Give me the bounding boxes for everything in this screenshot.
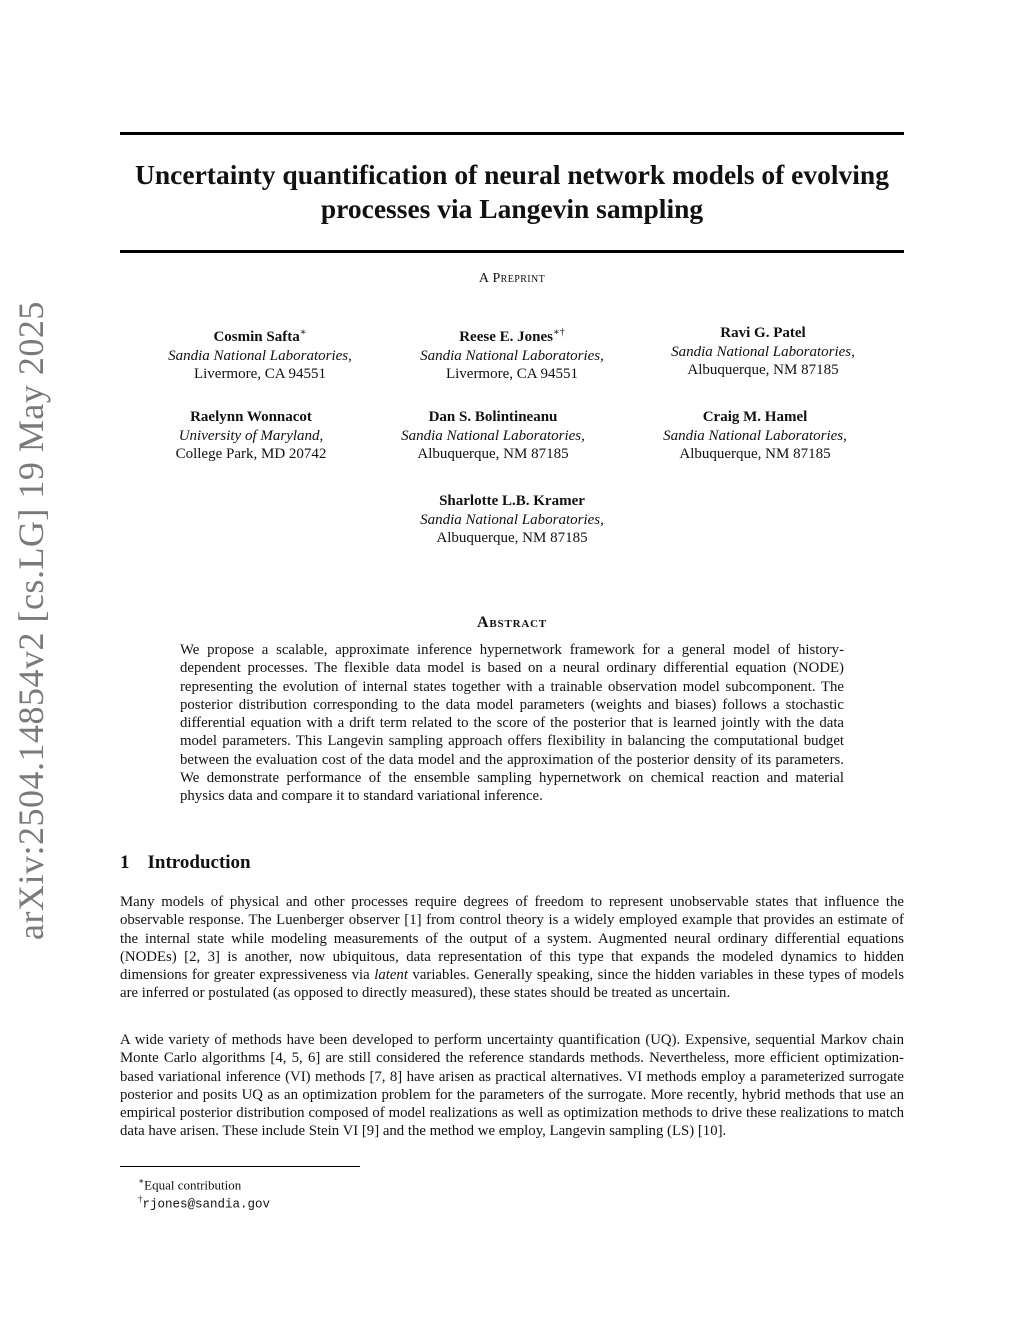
author-location: Livermore, CA 94551 <box>445 366 579 382</box>
author-name: Dan S. Bolintineanu <box>428 409 558 425</box>
author-name: Sharlotte L.B. Kramer <box>439 493 585 509</box>
author-location: Albuquerque, NM 87185 <box>687 362 839 378</box>
footnote-email: †rjones@sandia.gov <box>138 1194 271 1212</box>
author-block <box>387 492 637 548</box>
intro-paragraph-1: Many models of physical and other processes require degrees of freedom to represent unobservable states that influence the observable response. The Luenberger observer [1] from control theory is a widely employed example that provides an estimate of the internal state while modeling measurements of the output of a system. Augmented neural ordinary differential equations (NODEs) [2, 3] is another, now ubiquitous, data representation of this type that expands the modeled dynamics to hidden dimensions for greater expressiveness via latent variables. Generally speaking, since the hidden variables in these types of models are inferred or postulated (as opposed to directly measured), these states should be treated as uncertain. <box>120 894 904 1002</box>
author-name: Ravi G. Patel <box>720 325 806 341</box>
author-block <box>126 408 376 464</box>
title-bottom-rule <box>120 250 904 253</box>
author-location: Livermore, CA 94551 <box>193 366 327 382</box>
author-block <box>135 324 385 384</box>
author-name: Craig M. Hamel <box>702 409 808 425</box>
footnote-equal-contribution: ∗Equal contribution <box>138 1176 242 1193</box>
section-title: Introduction <box>147 852 251 873</box>
italic-term: latent <box>374 967 408 984</box>
author-name: Cosmin Safta∗ <box>213 327 307 345</box>
author-affiliation: University of Maryland, <box>178 427 324 444</box>
author-block <box>387 324 637 384</box>
section-heading <box>120 852 251 874</box>
author-location: Albuquerque, NM 87185 <box>436 530 588 546</box>
author-block <box>368 408 618 464</box>
title-top-rule <box>120 132 904 135</box>
author-block <box>638 324 888 380</box>
abstract-heading: Abstract <box>477 614 547 631</box>
author-affiliation: Sandia National Laboratories, <box>420 511 604 528</box>
email-link[interactable]: rjones@sandia.gov <box>142 1197 271 1212</box>
author-affiliation: Sandia National Laboratories, <box>663 427 847 444</box>
author-block <box>630 408 880 464</box>
arxiv-identifier-stamp: arXiv:2504.14854v2 [cs.LG] 19 May 2025 <box>11 301 51 940</box>
abstract-text: We propose a scalable, approximate inference hypernetwork framework for a general model of history-dependent processes. The flexible data model is based on a neural ordinary differential equation (NODE) representing the evolution of internal states together with a trainable observation model subcomponent. The posterior distribution corresponding to the data model parameters (weights and biases) follows a stochastic differential equation with a drift term related to the score of the posterior that is learned jointly with the data model parameters. This Langevin sampling approach offers flexibility in balancing the computational budget between the evaluation cost of the data model and the approximation of the posterior density of its parameters. We demonstrate performance of the ensemble sampling hypernetwork on chemical reaction and material physics data and compare it to standard variational inference. <box>180 642 844 805</box>
author-location: Albuquerque, NM 87185 <box>679 446 831 462</box>
author-location: Albuquerque, NM 87185 <box>417 446 569 462</box>
author-location: College Park, MD 20742 <box>175 446 327 462</box>
intro-paragraph-2: A wide variety of methods have been developed to perform uncertainty quantification (UQ). Expensive, sequential Markov chain Monte Carlo algorithms [4, 5, 6] are still considered the reference standards methods. Nevertheless, more efficient optimization-based variational inference (VI) methods [7, 8] have arisen as practical alternatives. VI methods employ a parameterized surrogate posterior and posits UQ as an optimization problem for the parameters of the surrogate. More recently, hybrid methods that use an empirical posterior distribution composed of model realizations as well as optimization methods to drive these realizations to match data have arisen. These include Stein VI [9] and the method we employ, Langevin sampling (LS) [10]. <box>120 1032 904 1140</box>
author-affiliation: Sandia National Laboratories, <box>168 347 352 364</box>
author-name: Reese E. Jones∗† <box>459 327 565 345</box>
author-affiliation: Sandia National Laboratories, <box>671 343 855 360</box>
preprint-label: A Preprint <box>478 271 546 286</box>
author-affiliation: Sandia National Laboratories, <box>420 347 604 364</box>
section-number: 1 <box>120 852 130 873</box>
author-affiliation: Sandia National Laboratories, <box>401 427 585 444</box>
footnote-rule <box>120 1166 360 1167</box>
author-name: Raelynn Wonnacot <box>190 409 312 425</box>
paper-title: Uncertainty quantification of neural network models of evolving processes via Langevin sampling <box>135 159 889 224</box>
